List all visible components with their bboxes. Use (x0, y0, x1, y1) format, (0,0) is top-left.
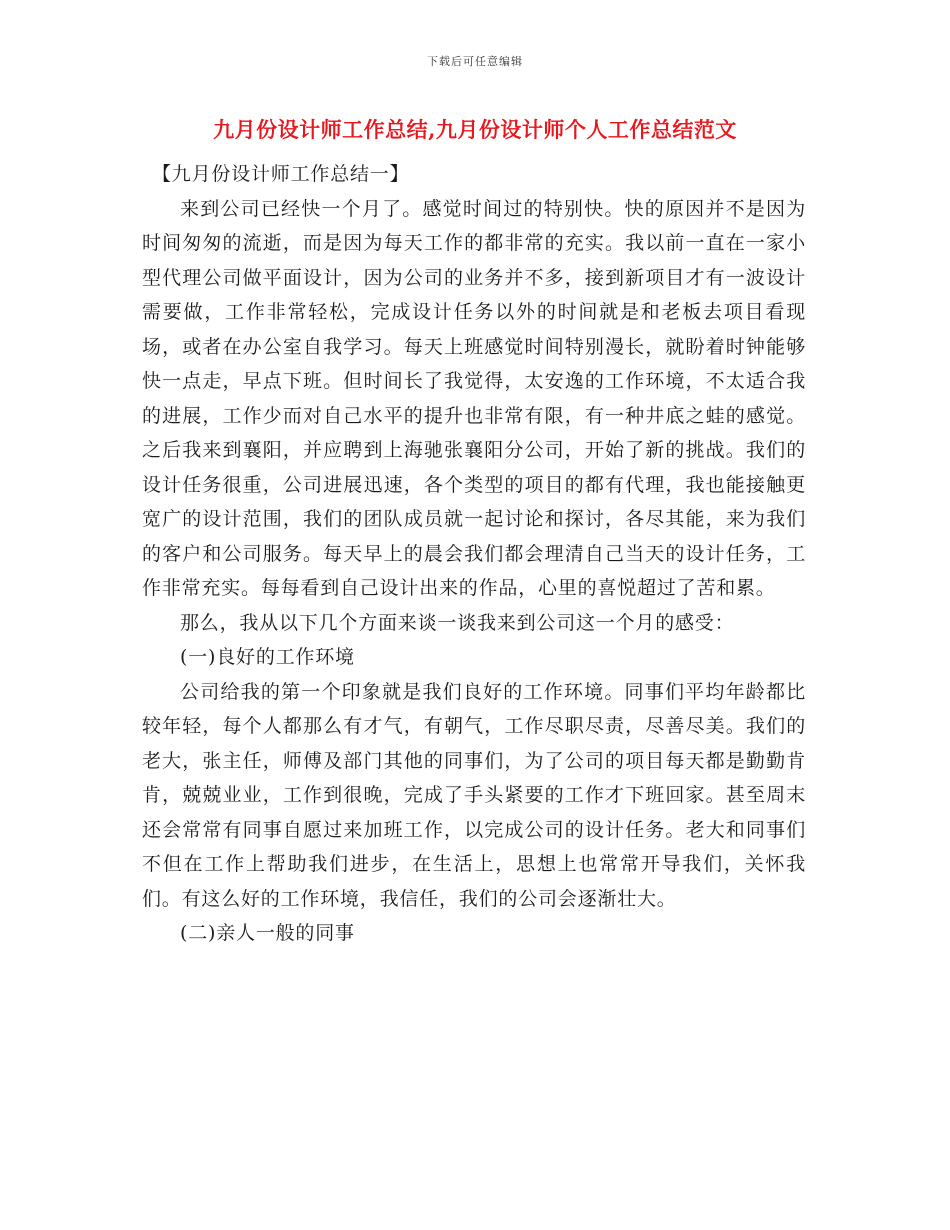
subheading-work-environment: (一)良好的工作环境 (180, 646, 355, 668)
document-body (142, 157, 806, 951)
paragraph-intro: 来到公司已经快一个月了。感觉时间过的特别快。快的原因并不是因为时间匆匆的流逝，而是因为每天工作的都非常的充实。我以前一直在一家小型代理公司做平面设计，因为公司的业务并不多，接到新项目才有一波设计需要做，工作非常轻松，完成设计任务以外的时间就是和老板去项目看现场，或者在办公室自我学习。每天上班感觉时间特别漫长，就盼着时钟能够快一点走，早点下班。但时间长了我觉得，太安逸的工作环境，不太适合我的进展，工作少而对自己水平的提升也非常有限，有一种井底之蛙的感觉。之后我来到襄阳，并应聘到上海驰张襄阳分公司，开始了新的挑战。我们的设计任务很重，公司进展迅速，各个类型的项目的都有代理，我也能接触更宽广的设计范围，我们的团队成员就一起讨论和探讨，各尽其能，来为我们的客户和公司服务。每天早上的晨会我们都会理清自己当天的设计任务，工作非常充实。每每看到自己设计出来的作品，心里的喜悦超过了苦和累。 (142, 197, 806, 599)
paragraph-transition: 那么，我从以下几个方面来谈一谈我来到公司这一个月的感受： (180, 611, 735, 634)
document-title: 九月份设计师工作总结,九月份设计师个人工作总结范文 (213, 117, 737, 142)
section-heading: 【九月份设计师工作总结一】 (152, 163, 410, 185)
paragraph-work-environment: 公司给我的第一个印象就是我们良好的工作环境。同事们平均年龄都比较年轻，每个人都那么有才气，有朝气，工作尽职尽责，尽善尽美。我们的老大，张主任，师傅及部门其他的同事们，为了公司的项目每天都是勤勤肯肯，兢兢业业，工作到很晚，完成了手头紧要的工作才下班回家。甚至周末还会常常有同事自愿过来加班工作，以完成公司的设计任务。老大和同事们不但在工作上帮助我们进步，在生活上，思想上也常常开导我们，关怀我们。有这么好的工作环境，我信任，我们的公司会逐渐壮大。 (142, 680, 806, 910)
subheading-colleagues: (二)亲人一般的同事 (180, 922, 355, 944)
page-header-note: 下载后可任意编辑 (427, 55, 523, 68)
